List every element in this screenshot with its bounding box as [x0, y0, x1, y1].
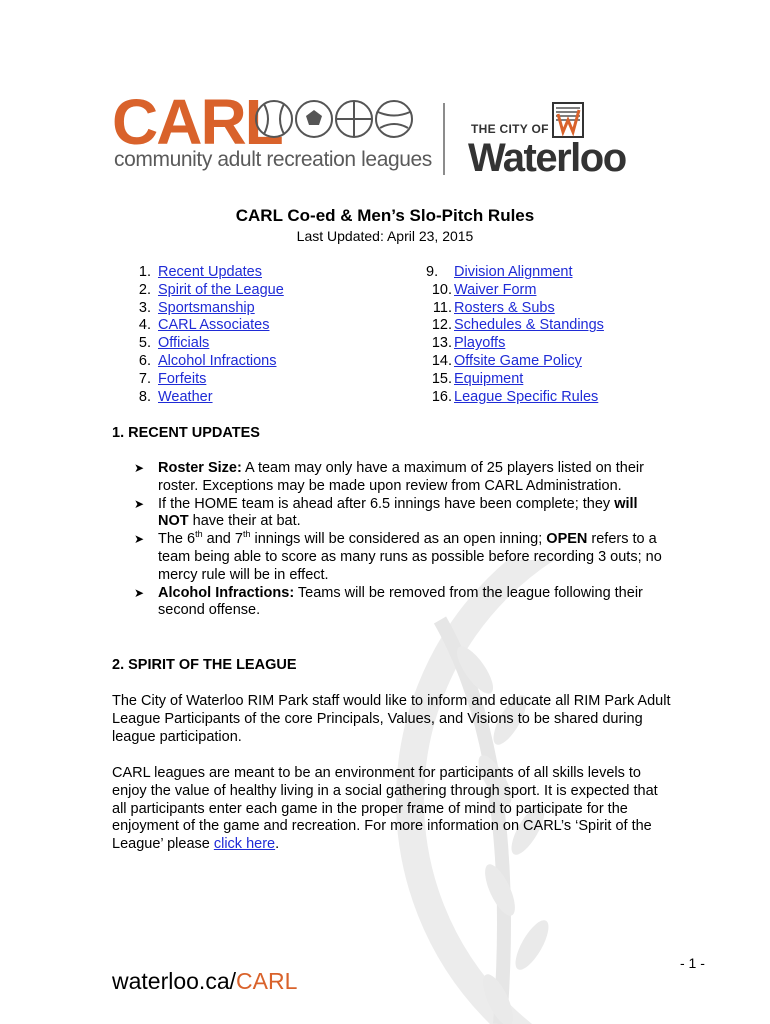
toc-item: 1. Recent Updates: [138, 264, 262, 280]
toc-item: 15. Equipment: [431, 370, 524, 387]
toc-link-schedules[interactable]: Schedules & Standings: [454, 317, 604, 334]
last-updated: Last Updated: April 23, 2015: [296, 228, 474, 244]
arrow-bullet-icon: ➤: [134, 532, 145, 547]
toc-link-recent-updates[interactable]: Recent Updates: [158, 264, 262, 280]
list-item: ➤ If the HOME team is ahead after 6.5 innings have been complete; they will NOT have their at bat.: [134, 495, 638, 530]
document-title: CARL Co-ed & Men’s Slo-Pitch Rules: [235, 206, 535, 225]
toc-link-forfeits[interactable]: Forfeits: [158, 370, 207, 387]
toc-item: 11. Rosters & Subs: [432, 299, 555, 316]
toc-item: 14. Offsite Game Policy: [431, 352, 582, 369]
toc-link-spirit[interactable]: Spirit of the League: [158, 281, 284, 298]
footer-url: waterloo.ca/CARL: [112, 968, 298, 994]
toc-link-division[interactable]: Division Alignment: [454, 264, 573, 280]
toc-link-alcohol[interactable]: Alcohol Infractions: [158, 352, 277, 369]
toc-item: 9. Division Alignment: [426, 264, 573, 280]
toc-item: 10. Waiver Form: [431, 281, 537, 298]
toc-link-officials[interactable]: Officials: [158, 335, 210, 352]
list-item: ➤ The 6th and 7th innings will be considered as an open inning; OPEN refers to a team being able to score as many runs as possible before recording 3 outs; no mercy rule will be in effect.: [134, 529, 662, 583]
toc-item: 3. Sportsmanship: [138, 299, 255, 316]
spirit-paragraph-1: The City of Waterloo RIM Park staff would like to inform and educate all RIM Park Adult League Participants of the core Principals, Values, and Visions to be shared during league participation.: [112, 693, 671, 745]
page-number: - 1 -: [680, 955, 705, 971]
toc-link-league-rules[interactable]: League Specific Rules: [454, 388, 599, 405]
toc-item: 4. CARL Associates: [138, 317, 270, 334]
toc-link-carl-associates[interactable]: CARL Associates: [158, 317, 270, 334]
toc-link-equipment[interactable]: Equipment: [454, 370, 524, 387]
toc-item: 12. Schedules & Standings: [431, 317, 604, 334]
toc-link-offsite[interactable]: Offsite Game Policy: [454, 352, 582, 369]
arrow-bullet-icon: ➤: [134, 496, 145, 511]
list-item: ➤ Roster Size: A team may only have a maximum of 25 players listed on their roster. Exceptions may be made upon review from CARL Administration.: [134, 460, 644, 494]
logo-divider: [443, 103, 445, 175]
city-of-label: THE CITY OF: [471, 122, 549, 136]
carl-logo: [112, 86, 432, 180]
section-heading-spirit: 2. SPIRIT OF THE LEAGUE: [112, 657, 297, 673]
city-name: Waterloo: [468, 136, 626, 180]
toc-item: 8. Weather: [138, 388, 213, 405]
toc-item: 6. Alcohol Infractions: [138, 352, 277, 369]
section-heading-recent-updates: 1. RECENT UPDATES: [112, 425, 260, 441]
carl-tagline: community adult recreation leagues: [114, 148, 432, 171]
carl-wordmark: CARL: [112, 86, 282, 158]
toc-link-rosters[interactable]: Rosters & Subs: [454, 299, 555, 316]
toc-right-column: [420, 264, 604, 406]
list-item: ➤ Alcohol Infractions: Teams will be removed from the league following their second offense.: [134, 584, 643, 619]
toc-item: 7. Forfeits: [138, 370, 207, 387]
click-here-link[interactable]: click here: [213, 836, 276, 853]
toc-link-weather[interactable]: Weather: [158, 388, 213, 405]
recent-updates-list: [112, 460, 672, 620]
toc-item: 5. Officials: [138, 335, 210, 352]
sports-balls-icon: [254, 96, 424, 142]
spirit-paragraph-2: CARL leagues are meant to be an environment for participants of all skills levels to enjoy the value of healthy living in a social gathering through sport. It is expected that all participants enter each game in the proper frame of mind to participate for the enjoyment of the game and recreation. For more information on CARL’s ‘Spirit of the League’ please click here.: [112, 765, 658, 853]
toc-item: 2. Spirit of the League: [138, 281, 284, 298]
waterloo-emblem-icon: [552, 102, 584, 138]
city-of-waterloo-logo: [468, 100, 668, 180]
toc-link-sportsmanship[interactable]: Sportsmanship: [158, 299, 255, 316]
toc-item: 16. League Specific Rules: [431, 388, 599, 405]
arrow-bullet-icon: ➤: [134, 461, 145, 475]
toc-item: 13. Playoffs: [431, 335, 506, 352]
toc-left-column: [136, 264, 284, 406]
arrow-bullet-icon: ➤: [134, 585, 145, 600]
toc-link-playoffs[interactable]: Playoffs: [454, 335, 506, 352]
toc-link-waiver[interactable]: Waiver Form: [454, 281, 537, 298]
